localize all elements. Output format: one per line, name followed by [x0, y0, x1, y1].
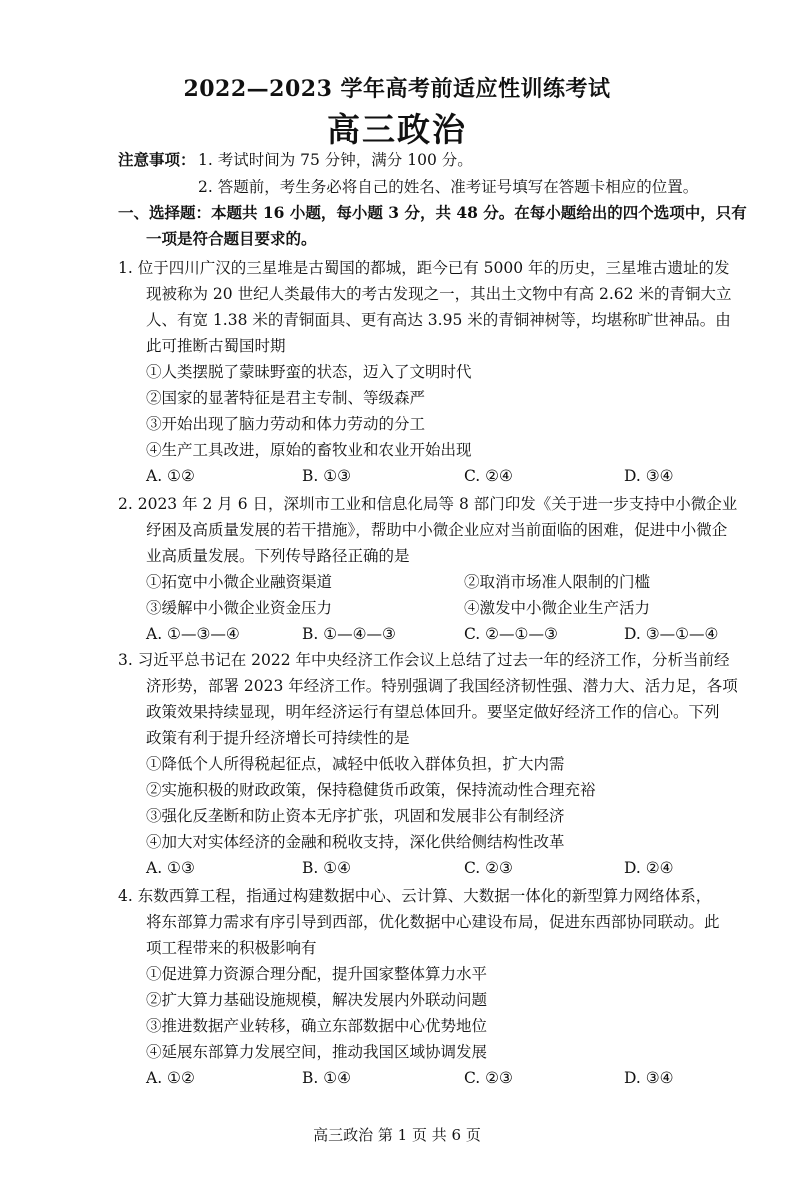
question-1-option-c: C. ②④: [464, 467, 513, 485]
exam-title: 2022—2023 学年高考前适应性训练考试: [183, 76, 611, 102]
notes-label: 注意事项：: [118, 150, 196, 169]
question-4-line: 将东部算力需求有序引导到西部，优化数据中心建设布局，促进东西部协同联动。此: [146, 913, 720, 931]
question-3-line: 政策效果持续显现，明年经济运行有望总体回升。要坚定做好经济工作的信心。下列: [146, 703, 720, 721]
question-3-line: 3. 习近平总书记在 2022 年中央经济工作会议上总结了过去一年的经济工作，分析当前经: [118, 651, 730, 669]
question-3-line: 济形势，部署 2023 年经济工作。特别强调了我国经济韧性强、潜力大、活力足，各项: [146, 677, 738, 695]
question-2-line: 业高质量发展。下列传导路径正确的是: [146, 547, 410, 565]
question-2-option-a: A. ①—③—④: [146, 625, 240, 643]
question-2-item: ④激发中小微企业生产活力: [464, 599, 651, 617]
question-1-line: 此可推断古蜀国时期: [146, 337, 286, 355]
question-3-item: ③强化反垄断和防止资本无序扩张，巩固和发展非公有制经济: [146, 807, 565, 825]
page-footer: 高三政治 第 1 页 共 6 页: [313, 1126, 481, 1144]
question-4-item: ③推进数据产业转移，确立东部数据中心优势地位: [146, 1017, 488, 1035]
question-1-item: ①人类摆脱了蒙昧野蛮的状态，迈入了文明时代: [146, 363, 472, 381]
question-4-option-b: B. ①④: [302, 1069, 352, 1087]
subject-title: 高三政治: [327, 110, 467, 149]
question-1-option-b: B. ①③: [302, 467, 352, 485]
question-3-option-a: A. ①③: [146, 859, 195, 877]
question-2-option-d: D. ③—①—④: [624, 625, 719, 643]
question-3-item: ④加大对实体经济的金融和税收支持，深化供给侧结构性改革: [146, 833, 565, 851]
section-heading-cont: 一项是符合题目要求的。: [146, 229, 317, 248]
question-2-item: ①拓宽中小微企业融资渠道: [146, 573, 333, 591]
question-4-option-d: D. ③④: [624, 1069, 674, 1087]
question-1-option-a: A. ①②: [146, 467, 195, 485]
question-3-line: 政策有利于提升经济增长可持续性的是: [146, 729, 410, 747]
question-1-option-d: D. ③④: [624, 467, 674, 485]
question-2-line: 纾困及高质量发展的若干措施》，帮助中小微企业应对当前面临的困难，促进中小微企: [146, 521, 728, 539]
question-1-item: ④生产工具改进，原始的畜牧业和农业开始出现: [146, 441, 472, 459]
question-4-line: 4. 东数西算工程，指通过构建数据中心、云计算、大数据一体化的新型算力网络体系，: [118, 887, 712, 905]
question-4-line: 项工程带来的积极影响有: [146, 939, 317, 957]
question-4-option-a: A. ①②: [146, 1069, 195, 1087]
question-4-option-c: C. ②③: [464, 1069, 513, 1087]
question-1-item: ③开始出现了脑力劳动和体力劳动的分工: [146, 415, 426, 433]
question-2-item: ③缓解中小微企业资金压力: [146, 599, 333, 617]
question-4-item: ④延展东部算力发展空间，推动我国区域协调发展: [146, 1043, 488, 1061]
question-1-item: ②国家的显著特征是君主专制、等级森严: [146, 389, 426, 407]
question-1-line: 现被称为 20 世纪人类最伟大的考古发现之一，其出土文物中有高 2.62 米的青铜大立: [146, 285, 732, 303]
question-3-item: ②实施积极的财政政策，保持稳健货币政策，保持流动性合理充裕: [146, 781, 596, 799]
note-item-1: 1. 考试时间为 75 分钟，满分 100 分。: [198, 151, 473, 169]
question-3-option-b: B. ①④: [302, 859, 352, 877]
question-1-line: 1. 位于四川广汉的三星堆是古蜀国的都城，距今已有 5000 年的历史，三星堆古遗址的发: [118, 259, 730, 277]
section-heading: 一、选择题：本题共 16 小题，每小题 3 分，共 48 分。在每小题给出的四个选项中，只有: [118, 203, 747, 222]
note-item-2: 2. 答题前，考生务必将自己的姓名、准考证号填写在答题卡相应的位置。: [198, 178, 699, 196]
question-3-option-c: C. ②③: [464, 859, 513, 877]
question-2-line: 2. 2023 年 2 月 6 日，深圳市工业和信息化局等 8 部门印发《关于进一步支持中小微企业: [118, 495, 738, 513]
question-4-item: ②扩大算力基础设施规模，解决发展内外联动问题: [146, 991, 488, 1009]
question-3-item: ①降低个人所得税起征点，减轻中低收入群体负担，扩大内需: [146, 755, 565, 773]
question-4-item: ①促进算力资源合理分配，提升国家整体算力水平: [146, 965, 488, 983]
question-3-option-d: D. ②④: [624, 859, 674, 877]
question-2-item: ②取消市场准人限制的门槛: [464, 573, 651, 591]
question-2-option-c: C. ②—①—③: [464, 625, 558, 643]
question-1-line: 人、有宽 1.38 米的青铜面具、更有高达 3.95 米的青铜神树等，均堪称旷世神品。由: [146, 311, 731, 329]
question-2-option-b: B. ①—④—③: [302, 625, 396, 643]
